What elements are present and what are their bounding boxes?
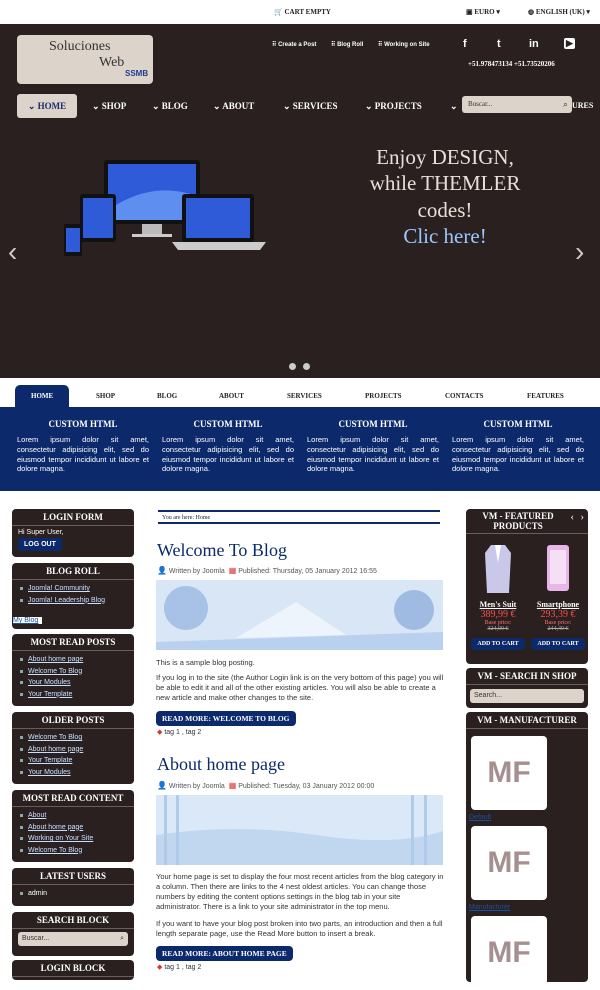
tag-icon: ◆	[157, 729, 163, 736]
list-item[interactable]: Joomla! Leadership Blog	[18, 595, 128, 607]
language-label: ENGLISH (UK)	[535, 8, 585, 16]
hero-line-3: codes!	[417, 197, 473, 222]
module-title: MOST READ CONTENT	[12, 790, 134, 807]
search-input[interactable]: Buscar...	[468, 100, 493, 108]
list-item[interactable]: Your Template	[18, 689, 128, 701]
language-select[interactable]: ◍ ENGLISH (UK) ▾	[528, 8, 590, 16]
hero-line-1: Enjoy DESIGN,	[376, 145, 514, 169]
subnav-blog[interactable]: BLOG	[157, 392, 178, 400]
custom-html-col	[17, 419, 149, 474]
logo-text-2: Web	[99, 55, 125, 70]
list-item[interactable]: About	[18, 810, 128, 822]
phone-numbers: +51.978473134 +51.73520206	[468, 60, 555, 68]
product-card	[528, 543, 588, 650]
base-price-label: Base price:	[544, 620, 572, 626]
secondary-nav	[0, 385, 600, 407]
currency-label: EURO	[474, 8, 495, 16]
list-item[interactable]: Welcome To Blog	[18, 845, 128, 857]
custom-html-heading: CUSTOM HTML	[338, 419, 408, 429]
sidebar-search-input[interactable]: Buscar... ⌕	[18, 932, 128, 946]
module-title: LOGIN BLOCK	[12, 960, 134, 977]
nav-blog[interactable]: ⌄ BLOG	[152, 101, 188, 111]
facebook-icon[interactable]: f	[463, 38, 467, 50]
list-item[interactable]: Joomla! Community	[18, 583, 128, 595]
login-form-module	[12, 509, 134, 557]
module-title: MOST READ POSTS	[12, 634, 134, 651]
older-posts-module	[12, 712, 134, 784]
calendar-icon: ▦	[228, 566, 237, 575]
list-item[interactable]: admin	[18, 888, 128, 900]
carousel-next-icon[interactable]: ›	[580, 511, 584, 523]
custom-html-heading: CUSTOM HTML	[48, 419, 118, 429]
article-tags	[157, 728, 201, 736]
tag-links[interactable]: tag 1 , tag 2	[164, 729, 202, 736]
nav-home[interactable]: ⌄ HOME	[17, 94, 77, 118]
manufacturer-logo[interactable]: MF	[471, 736, 547, 810]
article-text: Your home page is set to display the four most recent articles from the blog category in a column. Then there are links to the 4 nest oldest articles. You can change those numbers by editing the content options settings in the blog tab in your site administrator. There is a link to your site administrator in the top menu.	[156, 872, 444, 912]
linkedin-icon[interactable]: in	[529, 38, 539, 50]
carousel-prev-icon[interactable]: ‹	[570, 511, 574, 523]
user-icon: 👤	[157, 566, 167, 575]
manufacturer-logo[interactable]: MF	[471, 916, 547, 990]
article-text: If you want to have your blog post broken into two parts, an introduction and then a full length separate page, use the Read More button to insert a break.	[156, 919, 443, 939]
add-to-cart-button[interactable]: ADD TO CART	[531, 638, 584, 650]
nav-services[interactable]: ⌄ SERVICES	[283, 101, 338, 111]
custom-html-col	[162, 419, 294, 474]
toplink-working[interactable]: ⠿ Working on Site	[378, 42, 430, 48]
shop-search-input[interactable]: Search...	[470, 689, 584, 703]
logo-text-3: SSMB	[125, 69, 149, 78]
search-icon[interactable]: ⌕	[120, 935, 124, 942]
product-name[interactable]: Men's Suit	[479, 600, 517, 609]
article-title[interactable]: About home page	[157, 754, 285, 774]
custom-html-text: Lorem ipsum dolor sit amet, consectetur adipisicing elit, sed do eiusmod tempor incididunt ut labore et dolore magna.	[452, 435, 584, 474]
subnav-about[interactable]: ABOUT	[219, 392, 244, 400]
user-icon: 👤	[157, 781, 167, 790]
product-card	[468, 543, 528, 650]
base-price-label: Base price:	[484, 620, 512, 626]
article-text: If you log in to the site (the Author Login link is on the very bottom of this page) you will be able to edit it and all of the other existing articles. You will also be able to create a new article and make other changes to the site.	[156, 673, 444, 703]
top-bar	[0, 0, 600, 24]
nav-features[interactable]: ⌄	[450, 101, 458, 111]
search-block-module	[12, 912, 134, 956]
subnav-features[interactable]: FEATURES	[527, 392, 564, 400]
subnav-services[interactable]: SERVICES	[287, 392, 322, 400]
list-item[interactable]: About home page	[18, 654, 128, 666]
article-title[interactable]: Welcome To Blog	[157, 540, 287, 560]
site-logo[interactable]	[17, 35, 153, 84]
article-meta: 👤 Written by Joomla ▦ Published: Tuesday, 03 January 2012 00:00	[157, 781, 375, 790]
most-read-content-module	[12, 790, 134, 862]
slider-dot-2[interactable]	[303, 363, 310, 370]
manufacturer-link[interactable]: Manufacturer	[469, 904, 511, 911]
toplink-create-post[interactable]: ⠿ Create a Post	[272, 42, 317, 48]
module-title: SEARCH BLOCK	[12, 912, 134, 929]
manufacturer-link[interactable]: Default	[469, 814, 492, 821]
article-image	[156, 795, 443, 865]
most-read-posts-module	[12, 634, 134, 706]
nav-shop[interactable]: ⌄ SHOP	[92, 101, 127, 111]
module-title: VM - SEARCH IN SHOP	[466, 668, 588, 685]
toplink-blog-roll[interactable]: ⠿ Blog Roll	[331, 42, 364, 48]
subnav-contacts[interactable]: CONTACTS	[445, 392, 484, 400]
list-item[interactable]: Welcome To Blog	[18, 732, 128, 744]
list-item[interactable]: Your Modules	[18, 767, 128, 779]
product-price: 293,39 €	[540, 609, 576, 620]
nav-projects[interactable]: ⌄ PROJECTS	[365, 101, 422, 111]
module-title: LATEST USERS	[12, 868, 134, 885]
subnav-projects[interactable]: PROJECTS	[365, 392, 402, 400]
article-text: This is a sample blog posting.	[156, 658, 255, 667]
list-item[interactable]: About home page	[18, 744, 128, 756]
suit-icon[interactable]	[483, 543, 513, 595]
custom-html-text: Lorem ipsum dolor sit amet, consectetur adipisicing elit, sed do eiusmod tempor incididunt ut labore et dolore magna.	[162, 435, 294, 474]
logo-text-1: Soluciones	[49, 39, 111, 54]
hero-text	[340, 144, 550, 249]
read-more-button[interactable]: READ MORE: ABOUT HOME PAGE	[156, 946, 293, 961]
currency-select[interactable]: ▣ EURO ▾	[466, 8, 500, 16]
hero-cta[interactable]: Clic here!	[403, 223, 487, 248]
cart-label: CART EMPTY	[284, 8, 331, 16]
module-title: OLDER POSTS	[12, 712, 134, 729]
list-item[interactable]: Your Modules	[18, 677, 128, 689]
custom-html-heading: CUSTOM HTML	[193, 419, 263, 429]
search-box[interactable]	[462, 96, 572, 113]
nav-features-label[interactable]: URES	[572, 101, 594, 110]
calendar-icon: ▦	[228, 781, 237, 790]
product-price: 389,99 €	[480, 609, 516, 620]
article-meta: 👤 Written by Joomla ▦ Published: Thursday, 05 January 2012 16:55	[157, 566, 377, 575]
custom-html-text: Lorem ipsum dolor sit amet, consectetur adipisicing elit, sed do eiusmod tempor incididunt ut labore et dolore magna.	[307, 435, 439, 474]
module-title: LOGIN FORM	[12, 509, 134, 526]
subnav-home[interactable]: HOME	[15, 385, 69, 407]
search-icon[interactable]: ⌕	[562, 99, 568, 109]
slider-prev-icon[interactable]: ‹	[8, 236, 18, 267]
header	[0, 24, 600, 378]
my-blog-link[interactable]: My Blog	[13, 617, 42, 624]
youtube-icon[interactable]: ▶	[566, 38, 573, 48]
custom-html-text: Lorem ipsum dolor sit amet, consectetur adipisicing elit, sed do eiusmod tempor incididunt ut labore et dolore magna.	[17, 435, 149, 474]
hero-line-2: while THEMLER	[369, 171, 521, 196]
slider-next-icon[interactable]: ›	[575, 236, 585, 267]
custom-html-band	[0, 407, 600, 491]
module-title: VM - FEATURED PRODUCTS	[466, 509, 588, 534]
featured-products-module	[466, 509, 588, 664]
login-block-module	[12, 960, 134, 980]
latest-users-module	[12, 868, 134, 906]
read-more-button[interactable]: READ MORE: WELCOME TO BLOG	[156, 711, 296, 726]
breadcrumb: You are here: Home	[158, 510, 440, 524]
old-price: 324,99 €	[487, 626, 509, 632]
devices-illustration	[62, 160, 268, 266]
logout-button[interactable]: LOG OUT	[18, 538, 62, 551]
article-image	[156, 580, 443, 650]
tag-icon: ◆	[157, 964, 163, 971]
login-greeting: Hi Super User,	[18, 529, 64, 536]
manufacturer-logo[interactable]: MF	[471, 826, 547, 900]
shop-search-module	[466, 668, 588, 708]
module-title: BLOG ROLL	[12, 563, 134, 580]
custom-html-col	[452, 419, 584, 474]
list-item[interactable]: Working on Your Site	[18, 833, 128, 845]
module-title: VM - MANUFACTURER	[466, 712, 588, 729]
nav-about[interactable]: ⌄ ABOUT	[213, 101, 255, 111]
subnav-shop[interactable]: SHOP	[96, 392, 116, 400]
slider-dot-1[interactable]	[289, 363, 296, 370]
twitter-icon[interactable]: t	[497, 38, 501, 50]
product-name[interactable]: Smartphone	[536, 600, 580, 609]
cart-link[interactable]: 🛒 CART EMPTY	[274, 8, 331, 16]
custom-html-col	[307, 419, 439, 474]
tag-links[interactable]: tag 1 , tag 2	[164, 964, 202, 971]
smartphone-icon[interactable]	[545, 543, 571, 595]
article-tags	[157, 963, 201, 971]
custom-html-heading: CUSTOM HTML	[483, 419, 553, 429]
add-to-cart-button[interactable]: ADD TO CART	[471, 638, 524, 650]
list-item[interactable]: Your Template	[18, 755, 128, 767]
old-price: 244,49 €	[547, 626, 569, 632]
list-item[interactable]: About home page	[18, 822, 128, 834]
list-item[interactable]: Welcome To Blog	[18, 666, 128, 678]
